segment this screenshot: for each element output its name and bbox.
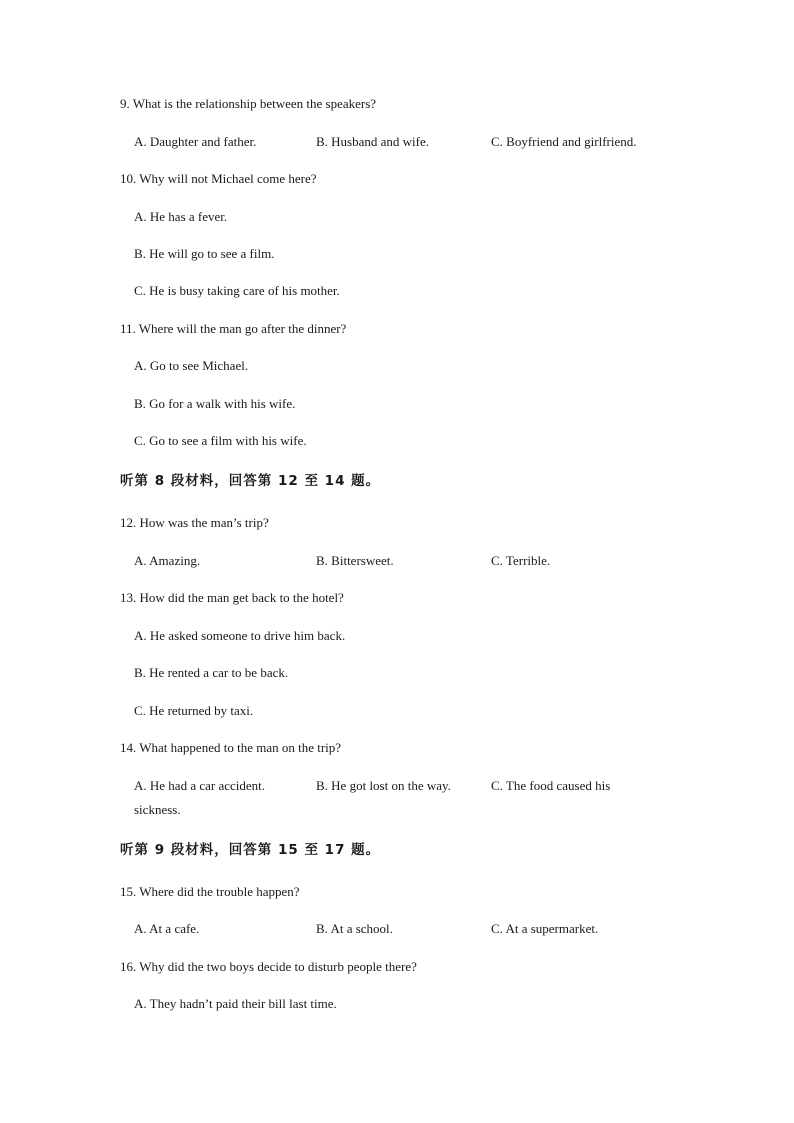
q9-option-a: A. Daughter and father. [134, 134, 257, 149]
q11-option-c: C. Go to see a film with his wife. [134, 433, 307, 448]
question-16: 16. Why did the two boys decide to disturb people there? [120, 959, 417, 974]
q9-option-b: B. Husband and wife. [316, 134, 430, 149]
q12-option-a: A. Amazing. [134, 553, 201, 568]
q16-option-a: A. They hadn’t paid their bill last time. [134, 996, 337, 1011]
q12-option-c: C. Terrible. [491, 553, 551, 568]
q9-option-c: C. Boyfriend and girlfriend. [491, 134, 637, 149]
q15-option-b: B. At a school. [316, 921, 393, 936]
q13-option-a: A. He asked someone to drive him back. [134, 628, 346, 643]
question-13: 13. How did the man get back to the hotel? [120, 590, 344, 605]
question-10: 10. Why will not Michael come here? [120, 171, 317, 186]
q13-option-c: C. He returned by taxi. [134, 703, 254, 718]
q11-option-a: A. Go to see Michael. [134, 358, 249, 373]
q14-option-b: B. He got lost on the way. [316, 778, 451, 793]
question-9: 9. What is the relationship between the speakers? [120, 96, 377, 111]
q12-option-b: B. Bittersweet. [316, 553, 394, 568]
question-15: 15. Where did the trouble happen? [120, 884, 300, 899]
q14-option-c-continued: sickness. [134, 802, 181, 817]
q13-option-b: B. He rented a car to be back. [134, 665, 289, 680]
section-heading-8: 听第 8 段材料，回答第 12 至 14 题。 [120, 473, 381, 489]
q10-option-a: A. He has a fever. [134, 209, 228, 224]
question-11: 11. Where will the man go after the dinner? [120, 321, 347, 336]
q14-option-a: A. He had a car accident. [134, 778, 266, 793]
q11-option-b: B. Go for a walk with his wife. [134, 396, 296, 411]
q14-option-c: C. The food caused his [491, 778, 611, 793]
question-14: 14. What happened to the man on the trip? [120, 740, 342, 755]
question-12: 12. How was the man’s trip? [120, 515, 269, 530]
q15-option-a: A. At a cafe. [134, 921, 200, 936]
q10-option-c: C. He is busy taking care of his mother. [134, 283, 340, 298]
q15-option-c: C. At a supermarket. [491, 921, 599, 936]
q10-option-b: B. He will go to see a film. [134, 246, 275, 261]
section-heading-9: 听第 9 段材料，回答第 15 至 17 题。 [120, 842, 381, 858]
